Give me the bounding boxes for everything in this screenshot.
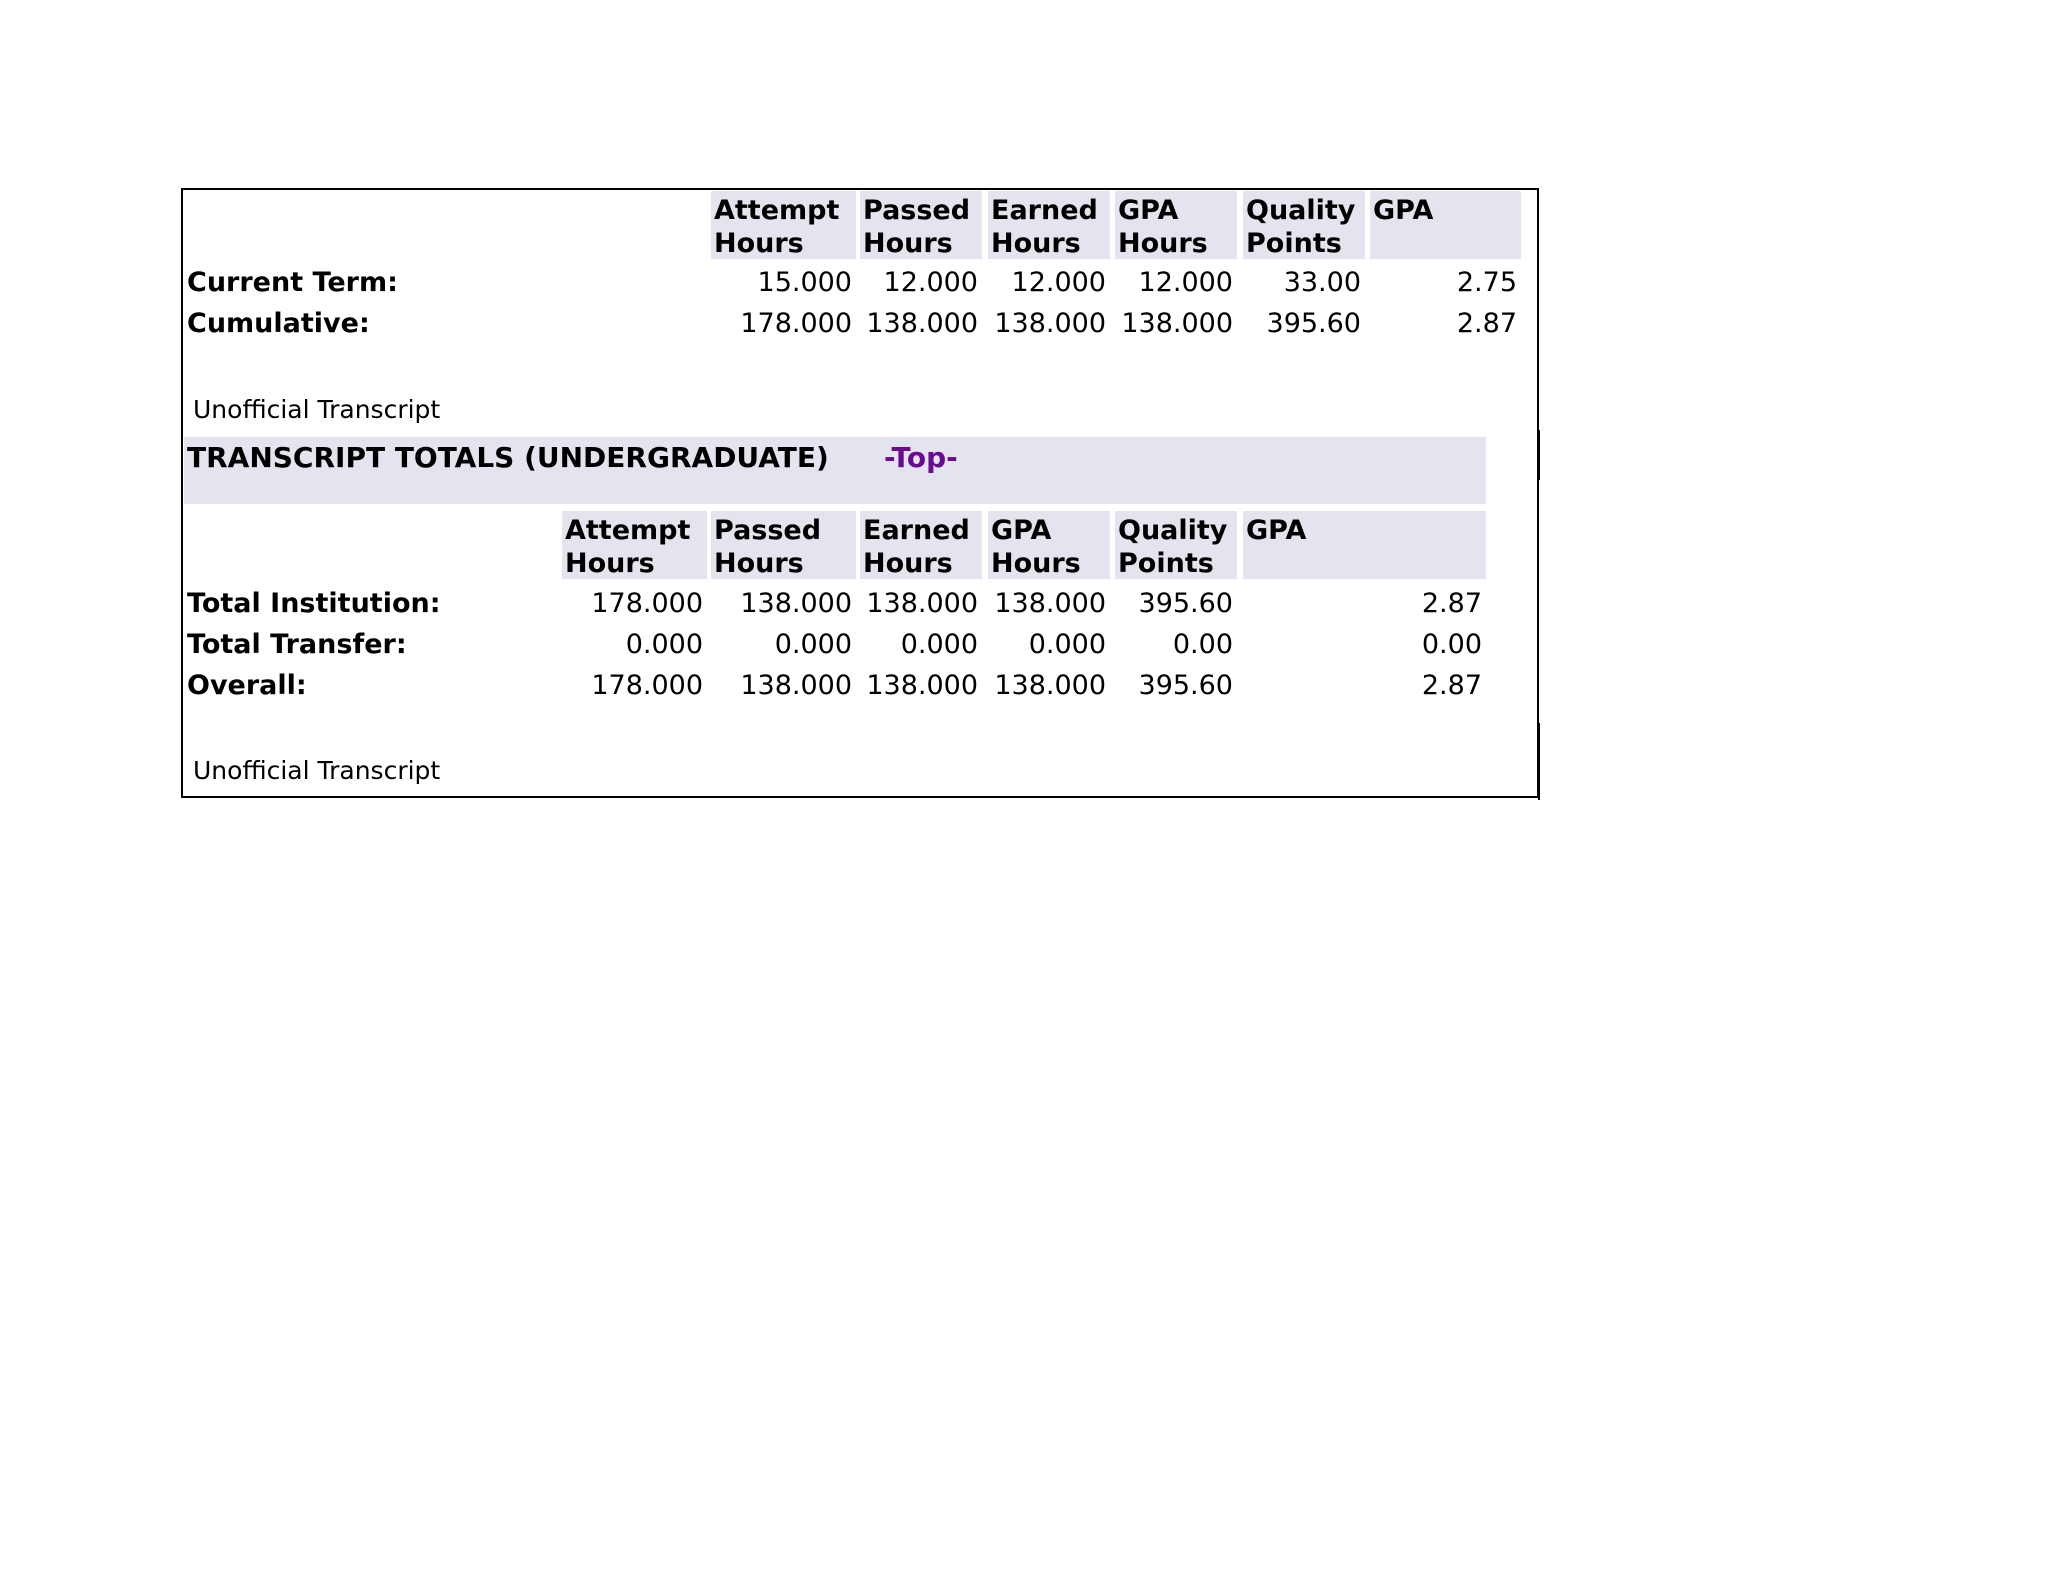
cell-overall-gpa-hours: 138.000 [994,670,1106,701]
term-header-earned-hours: Earned Hours [988,191,1110,259]
frame-divider [1538,723,1540,800]
cell-transfer-gpa-hours: 0.000 [1028,629,1106,660]
unofficial-transcript-note: Unofficial Transcript [193,756,441,785]
cell-institution-passed-hours: 138.000 [740,588,852,619]
cell-transfer-attempt-hours: 0.000 [625,629,703,660]
top-link[interactable]: -Top- [884,441,958,474]
cell-overall-gpa: 2.87 [1421,670,1482,701]
row-label-overall: Overall: [187,670,307,701]
cell-current-gpa-hours: 12.000 [1138,267,1233,298]
totals-header-passed-hours: Passed Hours [711,511,856,579]
cell-cumulative-quality-points: 395.60 [1266,308,1361,339]
cell-institution-gpa: 2.87 [1421,588,1482,619]
cell-cumulative-gpa: 2.87 [1456,308,1517,339]
cell-current-earned-hours: 12.000 [1011,267,1106,298]
cell-overall-attempt-hours: 178.000 [591,670,703,701]
cell-cumulative-attempt-hours: 178.000 [740,308,852,339]
term-header-passed-hours: Passed Hours [860,191,982,259]
cell-cumulative-earned-hours: 138.000 [994,308,1106,339]
cell-cumulative-gpa-hours: 138.000 [1121,308,1233,339]
cell-institution-attempt-hours: 178.000 [591,588,703,619]
cell-current-passed-hours: 12.000 [883,267,978,298]
totals-header-gpa: GPA [1243,511,1486,579]
term-header-gpa: GPA [1370,191,1521,259]
cell-overall-quality-points: 395.60 [1138,670,1233,701]
row-label-cumulative: Cumulative: [187,308,370,339]
row-label-total-institution: Total Institution: [187,588,441,619]
cell-transfer-gpa: 0.00 [1421,629,1482,660]
row-label-total-transfer: Total Transfer: [187,629,407,660]
totals-header-earned-hours: Earned Hours [860,511,982,579]
term-header-quality-points: Quality Points [1243,191,1365,259]
cell-overall-passed-hours: 138.000 [740,670,852,701]
cell-transfer-quality-points: 0.00 [1172,629,1233,660]
cell-institution-gpa-hours: 138.000 [994,588,1106,619]
row-label-current-term: Current Term: [187,267,398,298]
cell-transfer-passed-hours: 0.000 [774,629,852,660]
cell-current-attempt-hours: 15.000 [757,267,852,298]
totals-header-quality-points: Quality Points [1115,511,1237,579]
totals-header-gpa-hours: GPA Hours [988,511,1110,579]
term-header-attempt-hours: Attempt Hours [711,191,856,259]
cell-current-quality-points: 33.00 [1283,267,1361,298]
cell-overall-earned-hours: 138.000 [866,670,978,701]
cell-institution-quality-points: 395.60 [1138,588,1233,619]
term-header-gpa-hours: GPA Hours [1115,191,1237,259]
cell-transfer-earned-hours: 0.000 [900,629,978,660]
unofficial-transcript-note: Unofficial Transcript [193,395,441,424]
cell-current-gpa: 2.75 [1456,267,1517,298]
totals-header-attempt-hours: Attempt Hours [562,511,707,579]
cell-cumulative-passed-hours: 138.000 [866,308,978,339]
frame-divider [1538,430,1540,480]
transcript-totals-title: TRANSCRIPT TOTALS (UNDERGRADUATE) [187,441,829,474]
cell-institution-earned-hours: 138.000 [866,588,978,619]
